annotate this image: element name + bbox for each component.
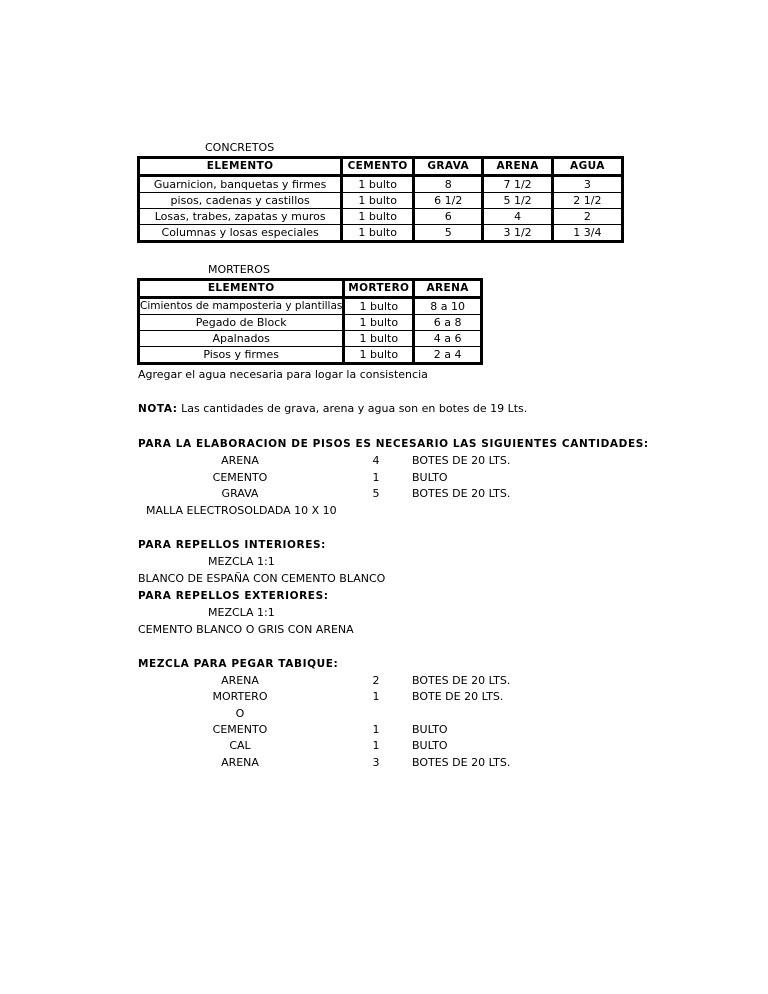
material-qty: 1 xyxy=(372,723,380,736)
material-qty: 2 xyxy=(372,674,380,687)
column-header: ELEMENTO xyxy=(139,158,342,176)
table-cell: 1 bulto xyxy=(344,298,414,315)
table-cell: 4 xyxy=(483,209,552,225)
material-name: ARENA xyxy=(221,674,259,687)
table-cell: Pegado de Block xyxy=(139,315,344,331)
table-cell: 6 a 8 xyxy=(414,315,482,331)
table-cell: 1 bulto xyxy=(344,347,414,364)
morteros-title: MORTEROS xyxy=(208,263,270,276)
material-name: MORTERO xyxy=(212,690,268,703)
table-row xyxy=(139,315,482,331)
repellos-interiores-desc: BLANCO DE ESPAÑA CON CEMENTO BLANCO xyxy=(138,572,386,585)
table-cell: pisos, cadenas y castillos xyxy=(139,193,342,209)
material-name: GRAVA xyxy=(221,487,259,500)
table-header-row xyxy=(139,280,482,298)
table-row xyxy=(139,209,623,225)
table-cell: 2 xyxy=(552,209,622,225)
table-cell: 1 bulto xyxy=(342,225,414,242)
material-qty: 1 xyxy=(372,471,380,484)
column-header: ARENA xyxy=(483,158,552,176)
table-cell: 8 xyxy=(414,176,483,193)
material-name: ARENA xyxy=(221,454,259,467)
column-header: ELEMENTO xyxy=(139,280,344,298)
morteros-table xyxy=(137,278,483,365)
material-name: CEMENTO xyxy=(212,723,268,736)
pisos-heading: PARA LA ELABORACION DE PISOS ES NECESARIO LAS SIGUIENTES CANTIDADES: xyxy=(138,438,649,450)
column-header: GRAVA xyxy=(414,158,483,176)
material-unit: BOTES DE 20 LTS. xyxy=(412,674,511,687)
material-qty: 1 xyxy=(372,739,380,752)
mezcla-ratio: MEZCLA 1:1 xyxy=(208,555,275,568)
material-unit: BOTES DE 20 LTS. xyxy=(412,487,511,500)
column-header: ARENA xyxy=(414,280,482,298)
nota-label: NOTA: xyxy=(138,403,178,415)
table-cell: 4 a 6 xyxy=(414,331,482,347)
table-row xyxy=(139,176,623,193)
table-cell: Pisos y firmes xyxy=(139,347,344,364)
material-unit: BOTE DE 20 LTS. xyxy=(412,690,504,703)
table-row xyxy=(139,193,623,209)
table-cell: 3 1/2 xyxy=(483,225,552,242)
table-cell: 1 bulto xyxy=(344,331,414,347)
material-qty: 4 xyxy=(372,454,380,467)
material-unit: BULTO xyxy=(412,739,448,752)
table-cell: Guarnicion, banquetas y firmes xyxy=(139,176,342,193)
column-header: CEMENTO xyxy=(342,158,414,176)
material-name: CEMENTO xyxy=(212,471,268,484)
table-cell: 1 bulto xyxy=(344,315,414,331)
table-row xyxy=(139,298,482,315)
table-cell: 2 a 4 xyxy=(414,347,482,364)
column-header: MORTERO xyxy=(344,280,414,298)
table-cell: 1 bulto xyxy=(342,209,414,225)
table-row xyxy=(139,331,482,347)
material-qty: 3 xyxy=(372,756,380,769)
table-cell: 2 1/2 xyxy=(552,193,622,209)
table-cell: 8 a 10 xyxy=(414,298,482,315)
repellos-exteriores-desc: CEMENTO BLANCO O GRIS CON ARENA xyxy=(138,623,354,636)
table-cell: 5 1/2 xyxy=(483,193,552,209)
table-cell: 7 1/2 xyxy=(483,176,552,193)
table-cell: Columnas y losas especiales xyxy=(139,225,342,242)
table-cell: Losas, trabes, zapatas y muros xyxy=(139,209,342,225)
table-cell: 5 xyxy=(414,225,483,242)
concretos-table xyxy=(137,156,624,243)
material-qty: 5 xyxy=(372,487,380,500)
nota-line xyxy=(138,402,527,416)
mezcla-ratio: MEZCLA 1:1 xyxy=(208,606,275,619)
concretos-title: CONCRETOS xyxy=(205,141,275,154)
table-row xyxy=(139,347,482,364)
material-qty: 1 xyxy=(372,690,380,703)
material-unit: BULTO xyxy=(412,723,448,736)
table-cell: 1 bulto xyxy=(342,176,414,193)
table-cell: 6 xyxy=(414,209,483,225)
malla-text: MALLA ELECTROSOLDADA 10 X 10 xyxy=(146,504,337,517)
repellos-exteriores-heading: PARA REPELLOS EXTERIORES: xyxy=(138,590,329,602)
material-unit: BULTO xyxy=(412,471,448,484)
table-cell: 6 1/2 xyxy=(414,193,483,209)
table-header-row xyxy=(139,158,623,176)
table-row xyxy=(139,225,623,242)
table-cell: Cimientos de mamposteria y plantillas xyxy=(139,298,344,315)
material-name: O xyxy=(235,707,245,720)
material-unit: BOTES DE 20 LTS. xyxy=(412,756,511,769)
repellos-interiores-heading: PARA REPELLOS INTERIORES: xyxy=(138,539,326,551)
table-cell: Apalnados xyxy=(139,331,344,347)
material-unit: BOTES DE 20 LTS. xyxy=(412,454,511,467)
material-name: ARENA xyxy=(221,756,259,769)
table-cell: 3 xyxy=(552,176,622,193)
table-cell: 1 3/4 xyxy=(552,225,622,242)
morteros-footnote: Agregar el agua necesaria para logar la consistencia xyxy=(138,368,428,381)
material-name: CAL xyxy=(229,739,251,752)
nota-text: Las cantidades de grava, arena y agua son en botes de 19 Lts. xyxy=(181,402,528,415)
tabique-heading: MEZCLA PARA PEGAR TABIQUE: xyxy=(138,658,339,670)
column-header: AGUA xyxy=(552,158,622,176)
table-cell: 1 bulto xyxy=(342,193,414,209)
